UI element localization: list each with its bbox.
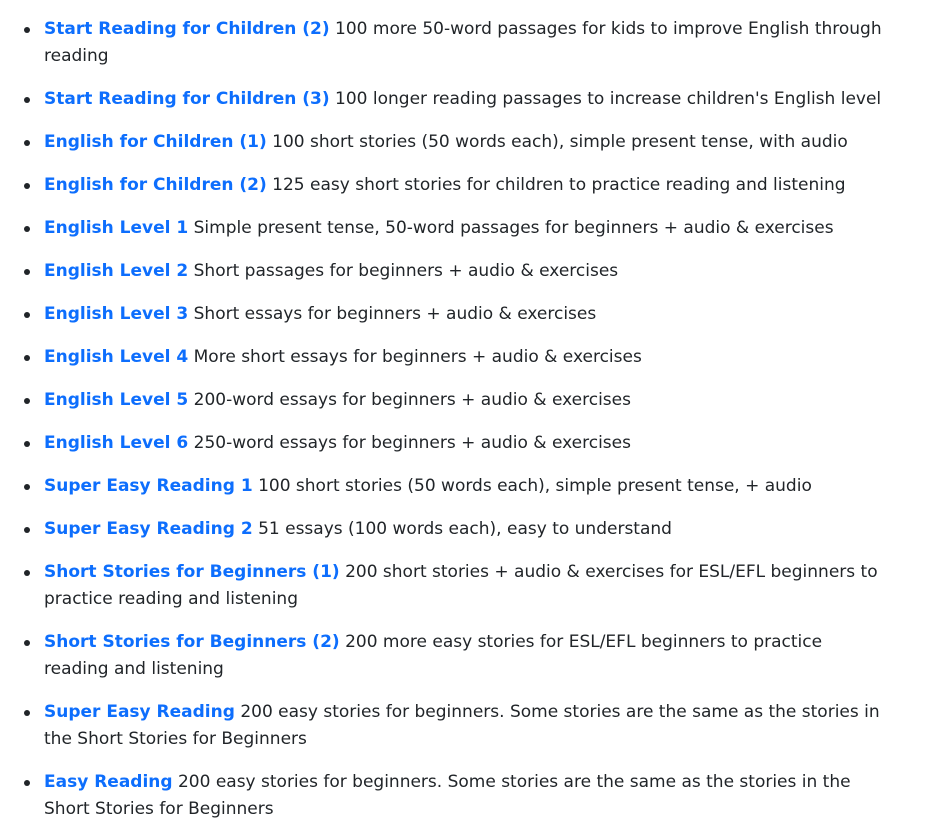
- bullet-icon: [24, 183, 30, 189]
- book-description: 100 more 50-word passages for kids to improve English through reading: [44, 19, 882, 66]
- list-item: [0, 16, 890, 70]
- bullet-icon: [24, 527, 30, 533]
- book-description: 200 more easy stories for ESL/EFL beginners to practice reading and listening: [44, 632, 823, 679]
- list-item: [0, 387, 890, 414]
- book-link[interactable]: English for Children (1): [44, 132, 267, 152]
- list-item: [0, 430, 890, 457]
- book-link[interactable]: Super Easy Reading 2: [44, 519, 253, 539]
- book-link[interactable]: English Level 3: [44, 304, 189, 324]
- book-link[interactable]: Easy Reading: [44, 772, 173, 792]
- book-link[interactable]: English Level 5: [44, 390, 189, 410]
- book-description: 200 easy stories for beginners. Some stories are the same as the stories in the Short Stories for Beginners: [44, 702, 880, 749]
- bullet-icon: [24, 398, 30, 404]
- book-description: More short essays for beginners + audio & exercises: [193, 347, 642, 367]
- list-item: [0, 129, 890, 156]
- bullet-icon: [24, 140, 30, 146]
- bullet-icon: [24, 441, 30, 447]
- book-link[interactable]: English Level 1: [44, 218, 189, 238]
- list-item: [0, 215, 890, 242]
- list-item: [0, 699, 890, 753]
- book-description: 125 easy short stories for children to practice reading and listening: [272, 175, 846, 195]
- book-link[interactable]: Super Easy Reading 1: [44, 476, 253, 496]
- book-link[interactable]: English Level 4: [44, 347, 189, 367]
- list-item: [0, 629, 890, 683]
- bullet-icon: [24, 570, 30, 576]
- book-description: 100 longer reading passages to increase children's English level: [335, 89, 882, 109]
- bullet-icon: [24, 226, 30, 232]
- bullet-icon: [24, 484, 30, 490]
- list-item: [0, 344, 890, 371]
- bullet-icon: [24, 97, 30, 103]
- book-link[interactable]: Short Stories for Beginners (1): [44, 562, 340, 582]
- book-description: 250-word essays for beginners + audio & exercises: [193, 433, 631, 453]
- book-description: 200 short stories + audio & exercises for ESL/EFL beginners to practice reading and listening: [44, 562, 878, 609]
- book-description: 100 short stories (50 words each), simple present tense, + audio: [258, 476, 812, 496]
- list-item: [0, 258, 890, 285]
- bullet-icon: [24, 640, 30, 646]
- book-link[interactable]: English for Children (2): [44, 175, 267, 195]
- list-item: [0, 516, 890, 543]
- book-description: 200 easy stories for beginners. Some stories are the same as the stories in the Short Stories for Beginners: [44, 772, 851, 819]
- book-description: 51 essays (100 words each), easy to understand: [258, 519, 672, 539]
- book-description: Short essays for beginners + audio & exercises: [193, 304, 597, 324]
- list-item: [0, 172, 890, 199]
- book-link[interactable]: Short Stories for Beginners (2): [44, 632, 340, 652]
- bullet-icon: [24, 780, 30, 786]
- book-link[interactable]: Start Reading for Children (3): [44, 89, 330, 109]
- book-description: 100 short stories (50 words each), simple present tense, with audio: [272, 132, 848, 152]
- list-item: [0, 301, 890, 328]
- book-description: 200-word essays for beginners + audio & exercises: [193, 390, 631, 410]
- book-description: Short passages for beginners + audio & exercises: [193, 261, 619, 281]
- bullet-icon: [24, 312, 30, 318]
- list-item: [0, 559, 890, 613]
- bullet-icon: [24, 355, 30, 361]
- bullet-icon: [24, 27, 30, 33]
- book-link[interactable]: Super Easy Reading: [44, 702, 235, 722]
- book-link[interactable]: Start Reading for Children (2): [44, 19, 330, 39]
- book-link[interactable]: English Level 6: [44, 433, 189, 453]
- book-link[interactable]: English Level 2: [44, 261, 189, 281]
- list-item: [0, 86, 890, 113]
- book-description: Simple present tense, 50-word passages for beginners + audio & exercises: [193, 218, 834, 238]
- bullet-icon: [24, 269, 30, 275]
- list-item: [0, 473, 890, 500]
- bullet-icon: [24, 710, 30, 716]
- list-item: [0, 769, 890, 823]
